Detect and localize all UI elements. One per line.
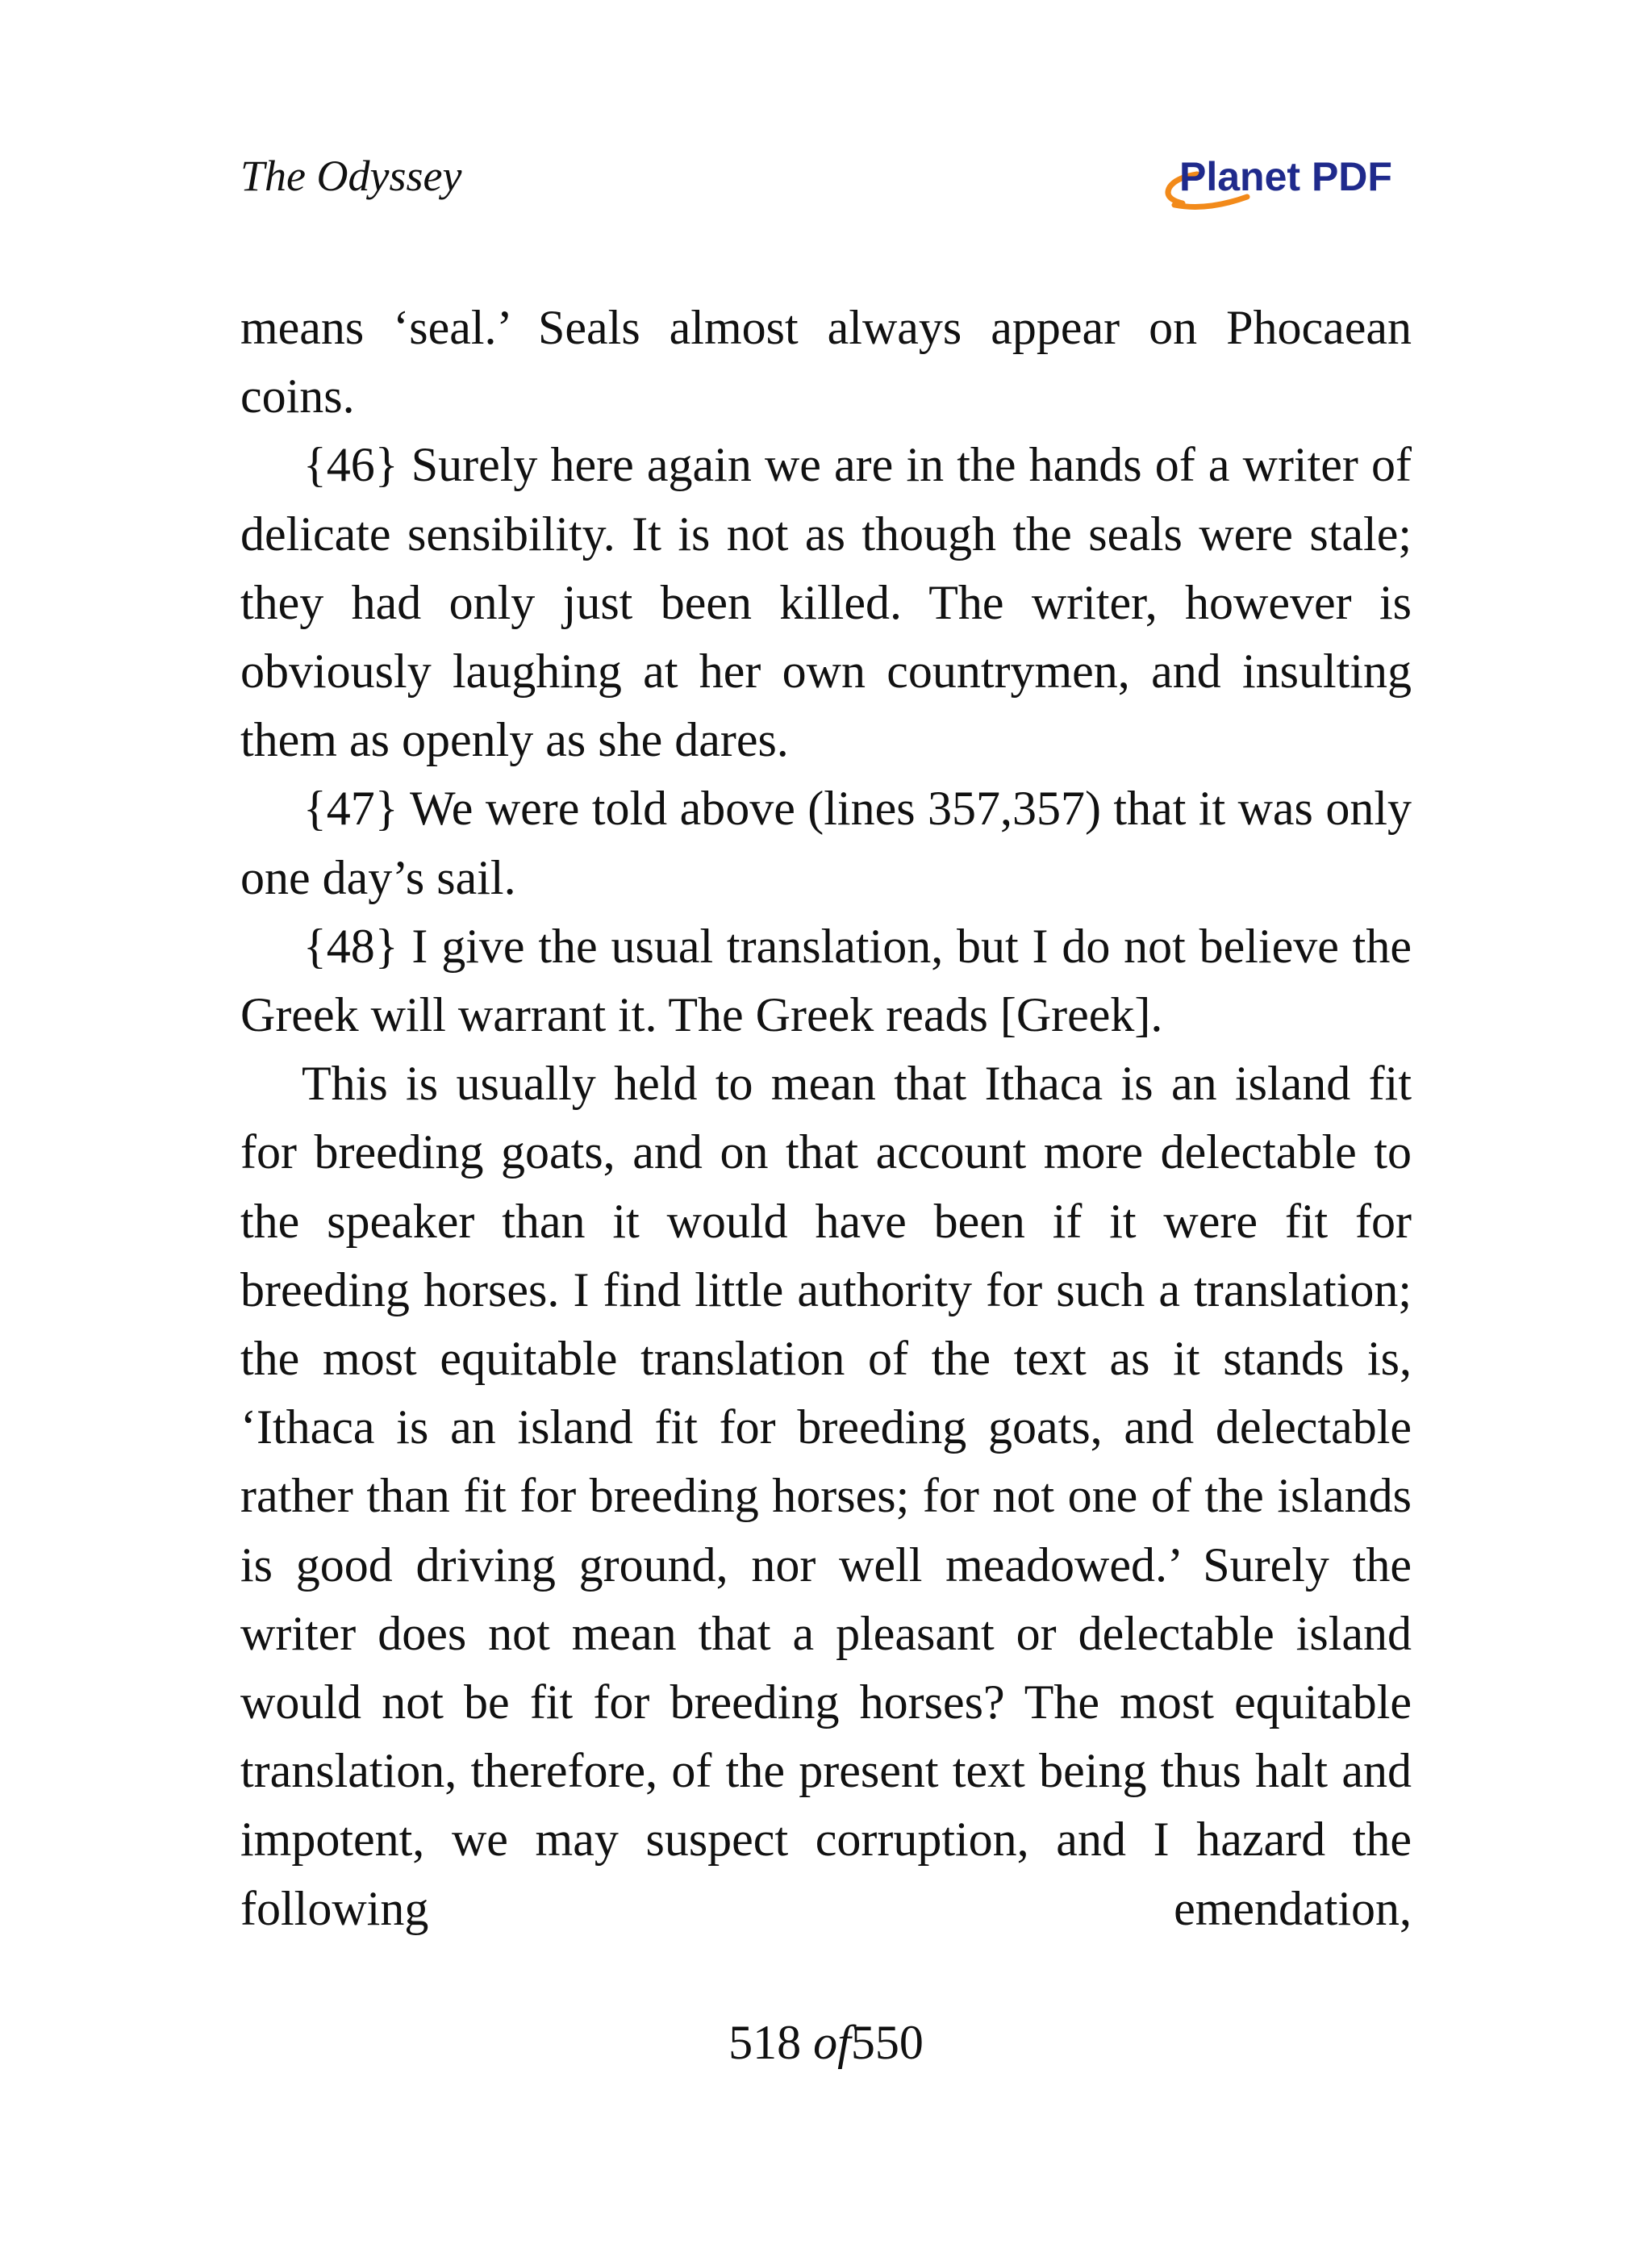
paragraph-note-47: {47} We were told above (lines 357,357) that it was only one day’s sail. [240,782,1412,904]
paragraph-1: means ‘seal.’ Seals almost always appear on Phocaean coins. [240,301,1412,423]
planet-pdf-logo [1158,150,1413,215]
body-text [240,294,1412,1943]
planet-pdf-logo-icon [1158,150,1413,215]
page-of-label: of [813,2016,851,2069]
paragraph-5: This is usually held to mean that Ithaca is an island fit for breeding goats, and on that account more delectable to the speaker than it would have been if it were fit for breeding horses. I find little authority for such a translation; the most equitable translation of the text as it stands is, ‘Ithaca is an island fit for breeding goats, and delectable rather than fit for breeding horses; for not one of the islands is good driving ground, nor well meadowed.’ Surely the writer does not mean that a pleasant or delectable island would not be fit for breeding horses? The most equitable translation, therefore, of the present text being thus halt and impotent, we may suspect corruption, and I hazard the following emendation, [240,1057,1412,1935]
current-page: 518 [728,2016,802,2069]
paragraph-note-48: {48} I give the usual translation, but I do not believe the Greek will warrant it. The Greek reads [Greek]. [240,919,1412,1042]
total-pages: 550 [850,2016,924,2069]
running-header-title: The Odyssey [240,152,462,200]
paragraph-note-46: {46} Surely here again we are in the hands of a writer of delicate sensibility. It is not as though the seals were stale; they had only just been killed. The writer, however is obviously laughing at her own countrymen, and insulting them as openly as she dares. [240,438,1412,767]
logo-text: Planet PDF [1179,154,1392,199]
page-number [0,2015,1652,2070]
